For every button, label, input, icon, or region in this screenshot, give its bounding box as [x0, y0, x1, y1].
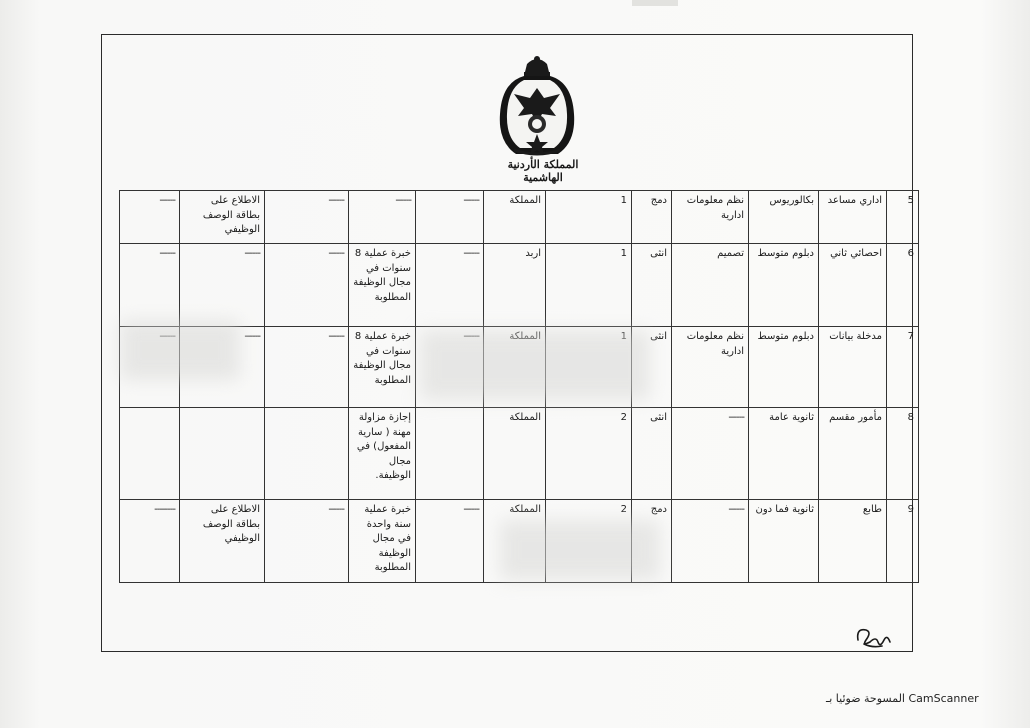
vacancy-count: 1 [546, 191, 632, 244]
specialization: ------ [672, 500, 749, 583]
gender: انثى [632, 408, 672, 500]
cell-col10: ------ [265, 327, 349, 408]
location: المملكة [484, 191, 546, 244]
cell-col12 [120, 408, 180, 500]
cell-col11 [180, 408, 265, 500]
cell-col12: ------ [120, 191, 180, 244]
location: المملكة [484, 500, 546, 583]
row-number: 8 [887, 408, 919, 500]
vacancy-count: 1 [546, 244, 632, 327]
qualification: بكالوريوس [749, 191, 819, 244]
cell-col12: ------ [120, 244, 180, 327]
location: المملكة [484, 408, 546, 500]
gender: انثى [632, 327, 672, 408]
job-title: اداري مساعد [819, 191, 887, 244]
cell-col9: ------ [349, 191, 416, 244]
specialization: نظم معلومات ادارية [672, 327, 749, 408]
cell-col8: ------ [416, 191, 484, 244]
specialization: ------ [672, 408, 749, 500]
row-number: 7 [887, 327, 919, 408]
cell-col9: خبرة عملية 8 سنوات في مجال الوظيفة المطلوبة [349, 327, 416, 408]
gender: دمج [632, 500, 672, 583]
cell-col12: -------- [120, 500, 180, 583]
scan-blur-area [420, 330, 650, 400]
job-title: طابع [819, 500, 887, 583]
qualification: ثانوية فما دون [749, 500, 819, 583]
cell-col10: ------ [265, 500, 349, 583]
cell-col10: ------ [265, 191, 349, 244]
row-number: 5 [887, 191, 919, 244]
cell-col10: ------ [265, 244, 349, 327]
cell-col8 [416, 408, 484, 500]
scan-blur-area [500, 520, 660, 580]
job-title: مأمور مقسم [819, 408, 887, 500]
camscanner-watermark: المسوحة ضوئيا بـ CamScanner [826, 692, 979, 705]
scan-blur-area [120, 320, 240, 380]
row-number: 9 [887, 500, 919, 583]
table-row [120, 408, 919, 500]
job-title: احصائي ثاني [819, 244, 887, 327]
cell-col8: ------ [416, 244, 484, 327]
jordan-coat-of-arms-emblem [494, 54, 580, 160]
job-title: مدخلة بيانات [819, 327, 887, 408]
gender: دمج [632, 191, 672, 244]
cell-col9: خبرة عملية 8 سنوات في مجال الوظيفة المطلوبة [349, 244, 416, 327]
specialization: نظم معلومات ادارية [672, 191, 749, 244]
table-row [120, 244, 919, 327]
scan-edge-mark [632, 0, 678, 6]
vacancy-count: 2 [546, 500, 632, 583]
cell-col11: الاطلاع على بطاقة الوصف الوظيفي [180, 191, 265, 244]
handwritten-signature [852, 620, 894, 652]
specialization: تصميم [672, 244, 749, 327]
kingdom-caption: المملكة الأردنية الهاشمية [507, 158, 579, 184]
location: اربد [484, 244, 546, 327]
row-number: 6 [887, 244, 919, 327]
table-row [120, 191, 919, 244]
cell-col11: ------ [180, 244, 265, 327]
gender: انثى [632, 244, 672, 327]
qualification: دبلوم متوسط [749, 327, 819, 408]
qualification: دبلوم متوسط [749, 244, 819, 327]
cell-col11: ------ [180, 327, 265, 408]
cell-col8: ------ [416, 500, 484, 583]
cell-col11: الاطلاع على بطاقة الوصف الوظيفي [180, 500, 265, 583]
vacancy-count: 2 [546, 408, 632, 500]
qualification: ثانوية عامة [749, 408, 819, 500]
cell-col10 [265, 408, 349, 500]
cell-col9: إجازة مزاولة مهنة ( سارية المفعول) في مجال الوظيفة. [349, 408, 416, 500]
cell-col9: خبرة عملية سنة واحدة في مجال الوظيفة المطلوبة [349, 500, 416, 583]
